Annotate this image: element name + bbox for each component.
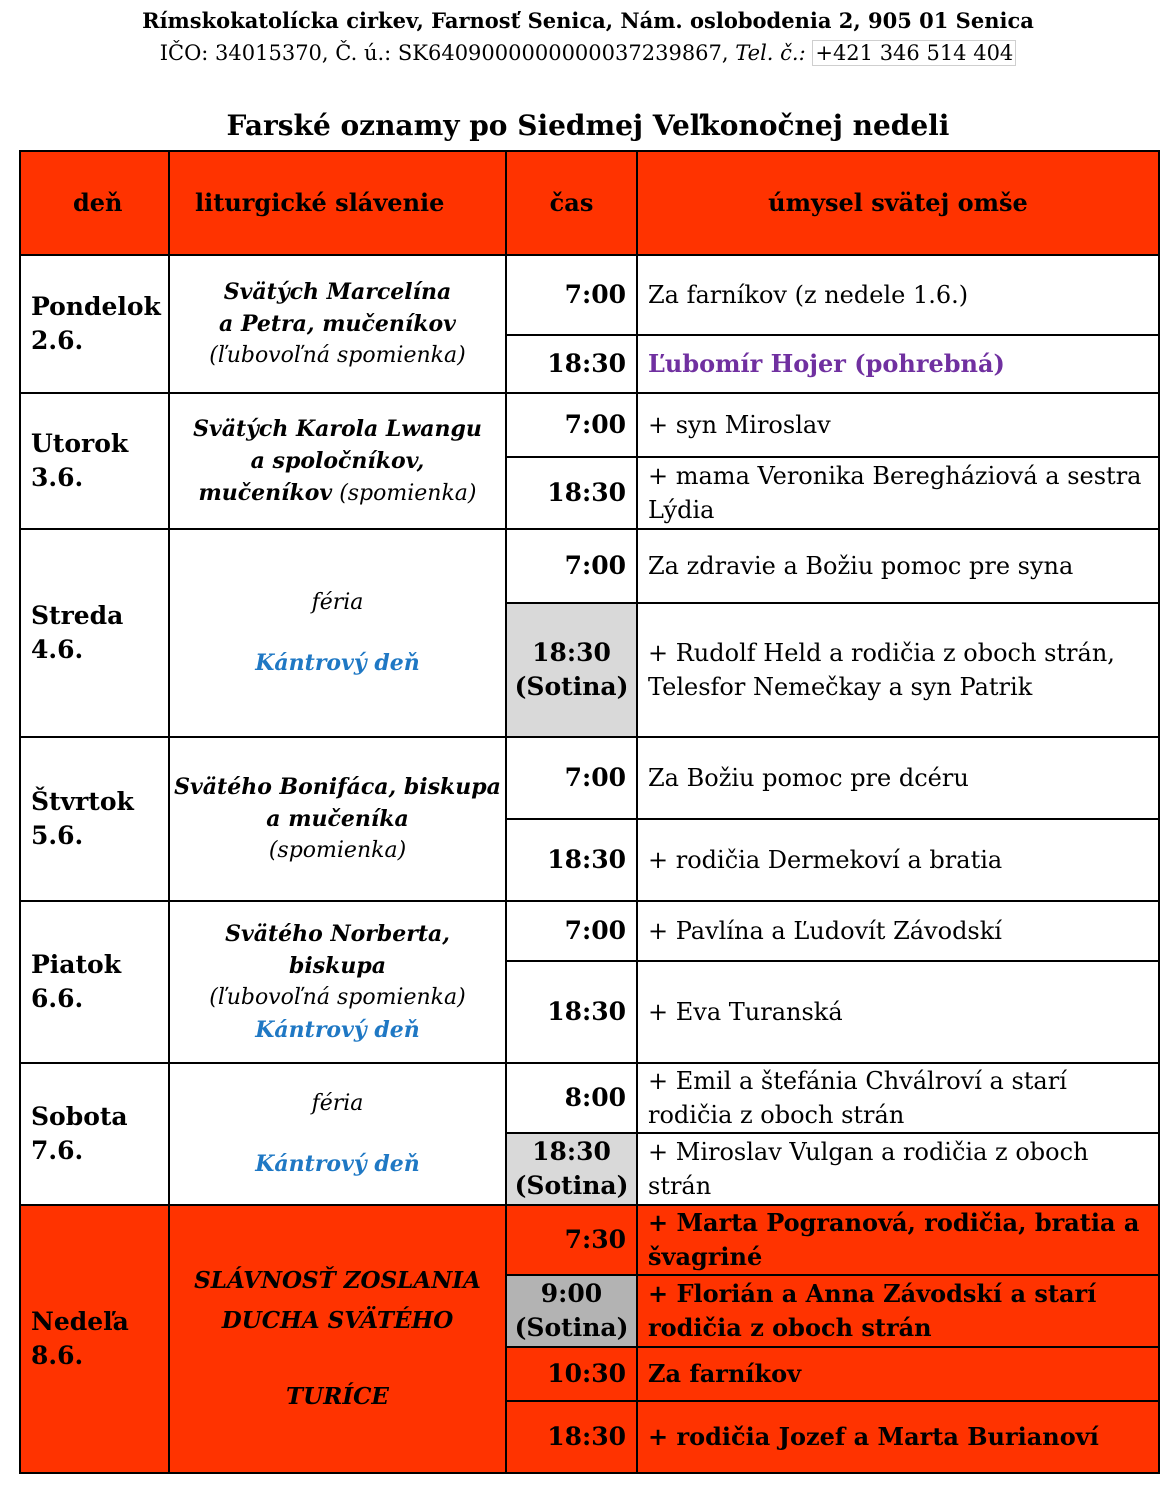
mass-intention: Za Božiu pomoc pre dcéru	[637, 737, 1159, 819]
day-cell: Pondelok 2.6.	[20, 255, 169, 393]
table-row	[20, 1205, 1159, 1275]
col-header-liturgy: liturgické slávenie	[169, 151, 506, 255]
mass-intention: Za farníkov	[637, 1347, 1159, 1401]
mass-intention: + Marta Pogranová, rodičia, bratia a švagriné	[637, 1205, 1159, 1275]
liturgy-cell: Svätých Marcelína a Petra, mučeníkov (ľubovoľná spomienka)	[169, 255, 506, 393]
mass-time: 7:00	[506, 255, 637, 335]
mass-time: 7:00	[506, 901, 637, 961]
col-header-intention: úmysel svätej omše	[637, 151, 1159, 255]
mass-time: 7:00	[506, 529, 637, 603]
mass-intention: + rodičia Dermekoví a bratia	[637, 819, 1159, 901]
mass-time: 7:00	[506, 737, 637, 819]
announcements-table	[19, 150, 1160, 1474]
mass-time: 10:30	[506, 1347, 637, 1401]
liturgy-cell: SLÁVNOSŤ ZOSLANIA DUCHA SVÄTÉHO TURÍCE	[169, 1205, 506, 1473]
day-cell: Utorok 3.6.	[20, 393, 169, 529]
mass-time: 18:30	[506, 819, 637, 901]
parish-header: Rímskokatolícka cirkev, Farnosť Senica, Nám. oslobodenia 2, 905 01 Senica	[142, 8, 1034, 33]
col-header-day: deň	[20, 151, 169, 255]
mass-intention: + Miroslav Vulgan a rodičia z oboch strán	[637, 1133, 1159, 1205]
mass-time: 18:30 (Sotina)	[506, 1133, 637, 1205]
mass-intention: + Emil a štefánia Chválroví a starí rodičia z oboch strán	[637, 1063, 1159, 1133]
col-header-time: čas	[506, 151, 637, 255]
mass-time: 18:30	[506, 961, 637, 1063]
mass-intention: + rodičia Jozef a Marta Burianoví	[637, 1401, 1159, 1473]
day-cell: Štvrtok 5.6.	[20, 737, 169, 901]
mass-time: 18:30	[506, 1401, 637, 1473]
table-row	[20, 1063, 1159, 1133]
table-row	[20, 393, 1159, 457]
liturgy-cell: Svätého Bonifáca, biskupa a mučeníka (spomienka)	[169, 737, 506, 901]
mass-time: 18:30 (Sotina)	[506, 603, 637, 737]
day-cell: Streda 4.6.	[20, 529, 169, 737]
tel-label: Tel. č.:	[735, 41, 806, 65]
mass-time: 18:30	[506, 457, 637, 529]
mass-intention: + Rudolf Held a rodičia z oboch strán, Telesfor Nemečkay a syn Patrik	[637, 603, 1159, 737]
table-row	[20, 737, 1159, 819]
mass-intention: + Pavlína a Ľudovít Závodskí	[637, 901, 1159, 961]
ids-text: IČO: 34015370, Č. ú.: SK6409000000000037239867,	[159, 41, 736, 65]
liturgy-cell: féria Kántrový deň	[169, 1063, 506, 1205]
mass-intention: + Eva Turanská	[637, 961, 1159, 1063]
liturgy-cell: féria Kántrový deň	[169, 529, 506, 737]
mass-time: 18:30	[506, 335, 637, 393]
table-header-row	[20, 151, 1159, 255]
mass-intention: Za zdravie a Božiu pomoc pre syna	[637, 529, 1159, 603]
day-cell: Sobota 7.6.	[20, 1063, 169, 1205]
mass-time: 7:00	[506, 393, 637, 457]
parish-ids	[0, 38, 1176, 68]
day-cell: Nedeľa 8.6.	[20, 1205, 169, 1473]
table-row	[20, 529, 1159, 603]
mass-time: 9:00 (Sotina)	[506, 1275, 637, 1347]
mass-time: 7:30	[506, 1205, 637, 1275]
mass-time: 8:00	[506, 1063, 637, 1133]
phone-number[interactable]: +421 346 514 404	[812, 40, 1016, 66]
liturgy-cell: Svätého Norberta, biskupa (ľubovoľná spomienka) Kántrový deň	[169, 901, 506, 1063]
mass-intention: + syn Miroslav	[637, 393, 1159, 457]
table-row	[20, 901, 1159, 961]
day-cell: Piatok 6.6.	[20, 901, 169, 1063]
mass-intention: + Florián a Anna Závodskí a starí rodičia z oboch strán	[637, 1275, 1159, 1347]
table-row	[20, 255, 1159, 335]
mass-intention: Za farníkov (z nedele 1.6.)	[637, 255, 1159, 335]
mass-intention: + mama Veronika Beregháziová a sestra Lýdia	[637, 457, 1159, 529]
page-title: Farské oznamy po Siedmej Veľkonočnej nedeli	[226, 109, 950, 142]
liturgy-cell: Svätých Karola Lwangu a spoločníkov, mučeníkov (spomienka)	[169, 393, 506, 529]
mass-intention: Ľubomír Hojer (pohrebná)	[637, 335, 1159, 393]
